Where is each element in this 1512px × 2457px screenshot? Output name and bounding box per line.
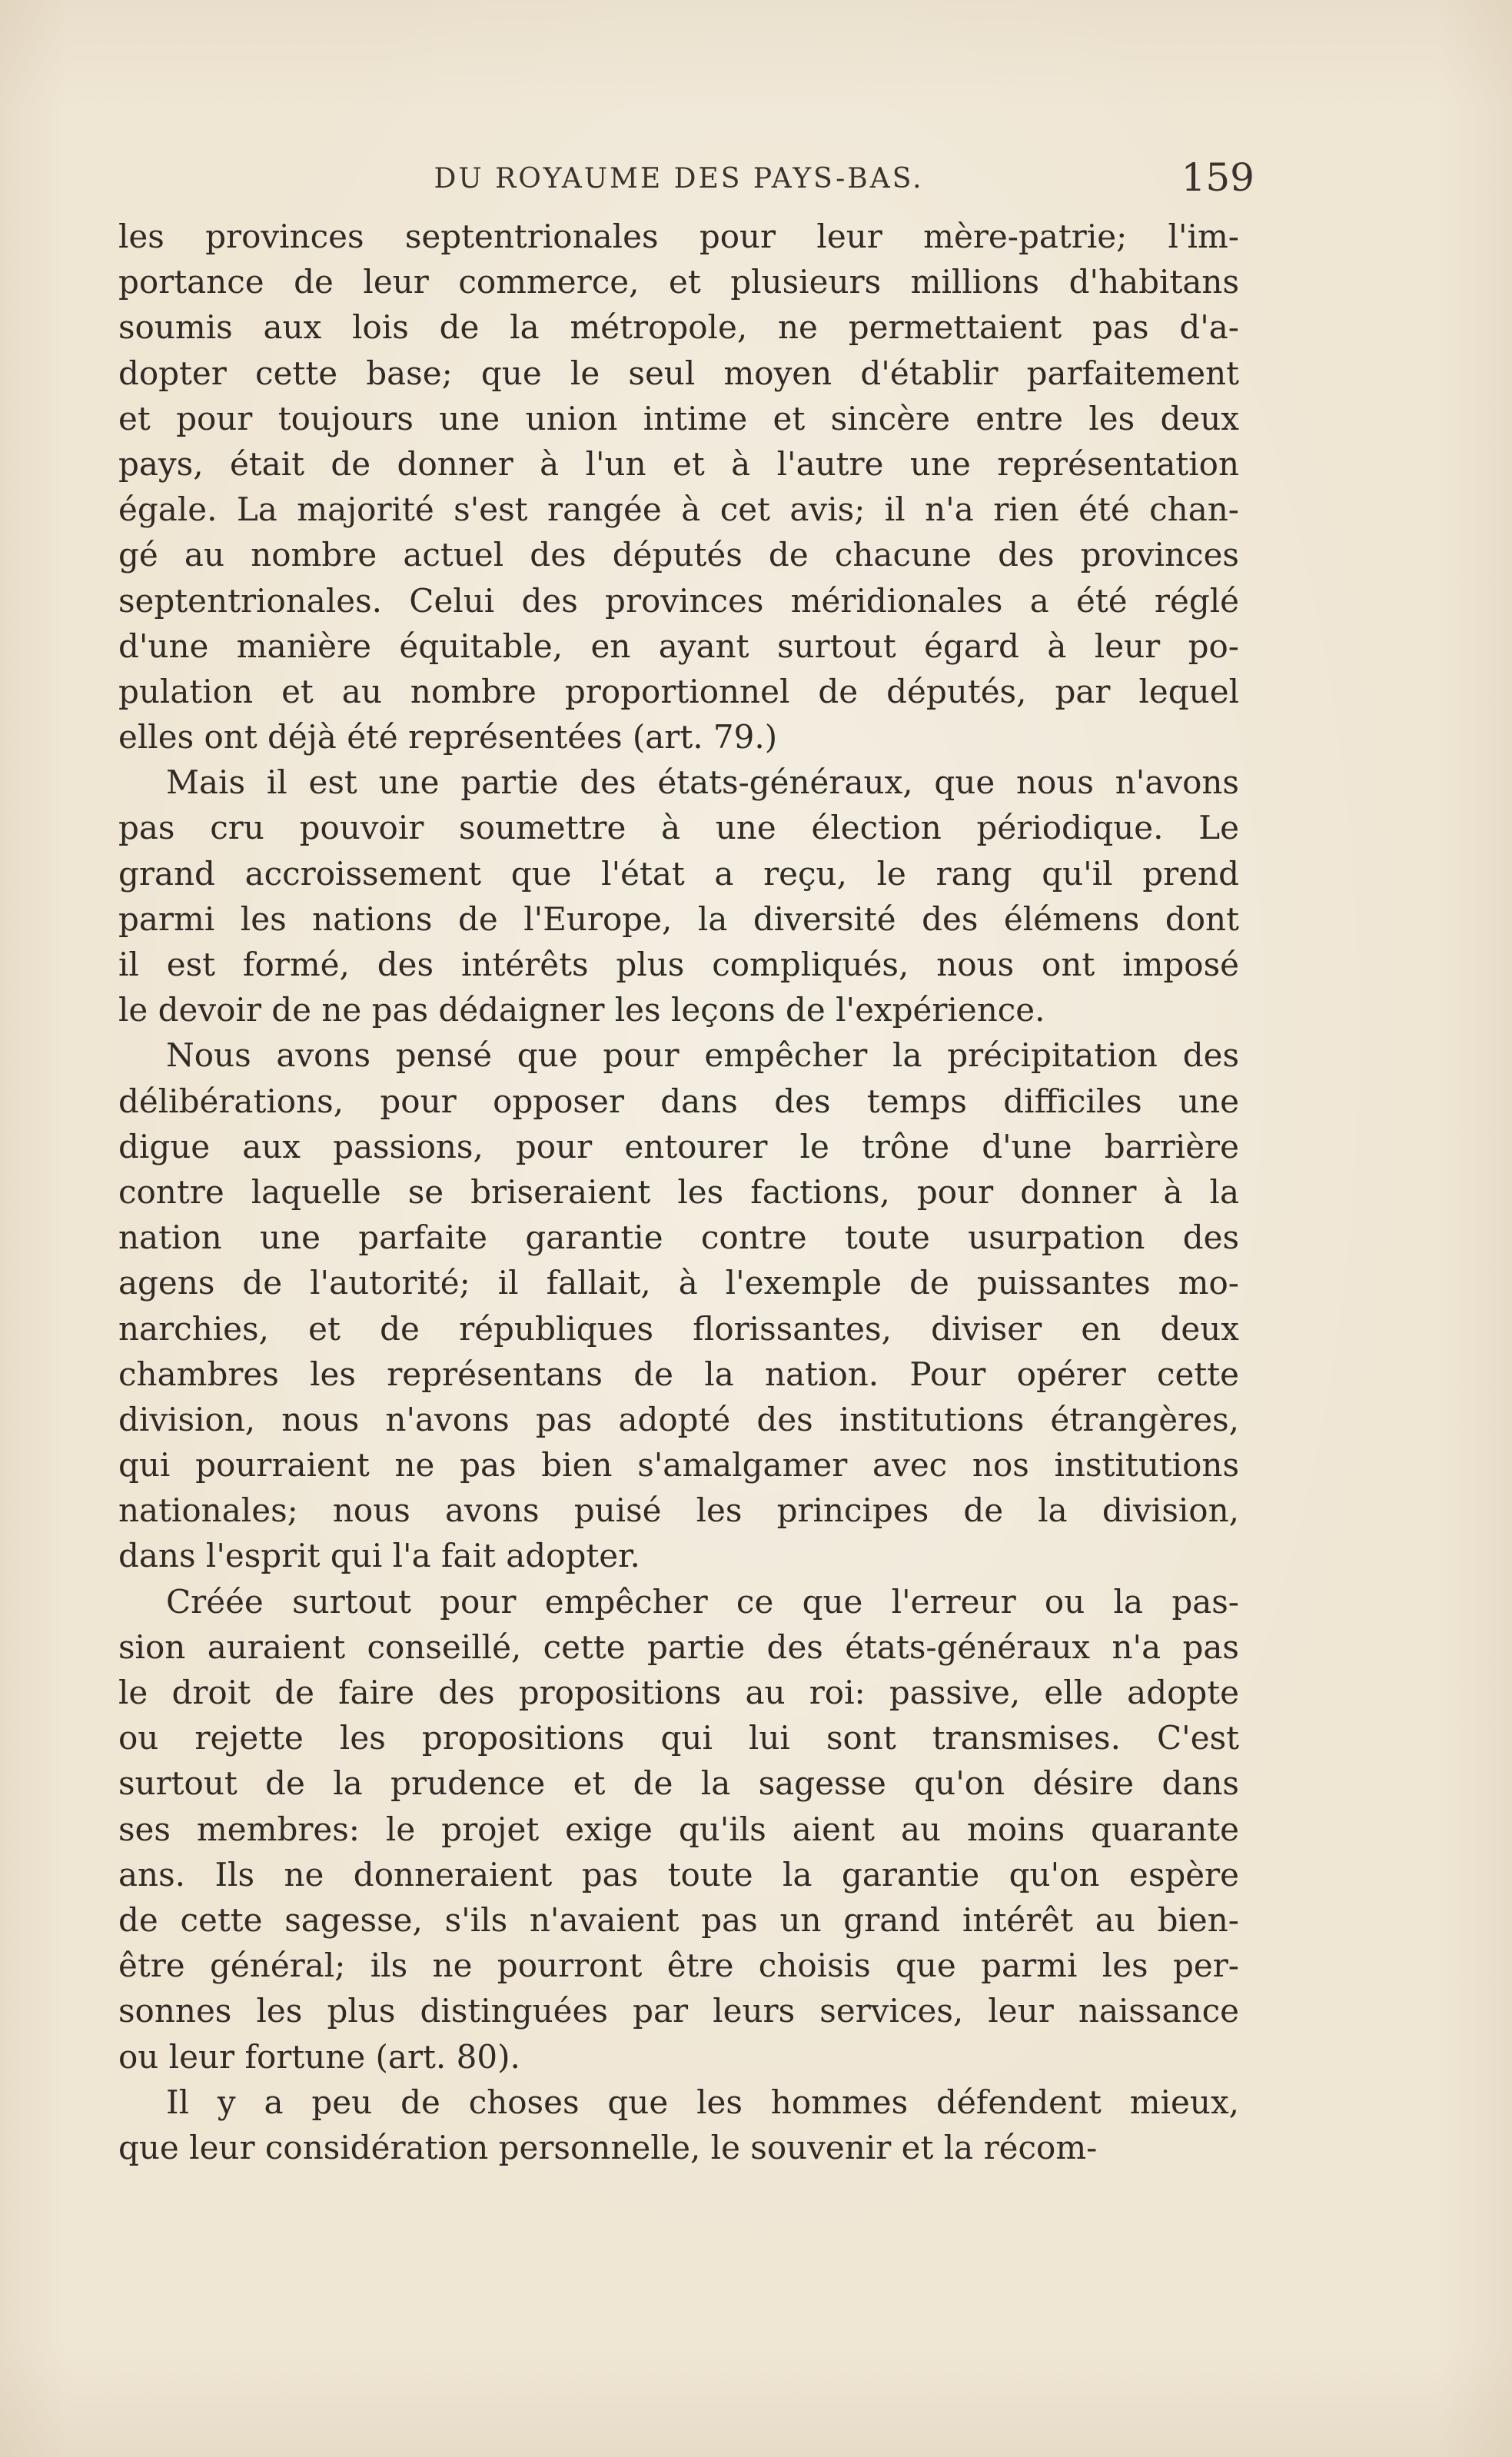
text-line: nation une parfaite garantie contre toute usurpation des [118,1219,1239,1257]
text-line: ou leur fortune (art. 80). [118,2037,520,2076]
text-line: il est formé, des intérêts plus compliqués, nous ont imposé [118,946,1239,983]
text-line: et pour toujours une union intime et sincère entre les deux [118,399,1239,437]
text-line: Nous avons pensé que pour empêcher la précipitation des [166,1036,1239,1075]
text-line: de cette sagesse, s'ils n'avaient pas un grand intérêt au bien- [118,1900,1239,1939]
text-line: ans. Ils ne donneraient pas toute la garantie qu'on espère [118,1855,1239,1893]
text-line: que leur considération personnelle, le souvenir et la récom- [118,2128,1098,2166]
text-line: le droit de faire des propositions au roi: passive, elle adopte [118,1674,1239,1711]
running-title: DU ROYAUME DES PAYS-BAS. [434,163,924,194]
text-line: qui pourraient ne pas bien s'amalgamer avec nos institutions [118,1446,1239,1485]
text-line: pulation et au nombre proportionnel de députés, par lequel [118,672,1239,710]
text-line: dopter cette base; que le seul moyen d'établir parfaitement [118,354,1239,392]
body-text [118,214,1239,2170]
text-line: délibérations, pour opposer dans des temps difficiles une [118,1082,1239,1120]
text-line: surtout de la prudence et de la sagesse qu'on désire dans [118,1764,1239,1803]
text-line: Mais il est une partie des états-généraux, que nous n'avons [166,763,1239,802]
text-line: portance de leur commerce, et plusieurs millions d'habitans [118,263,1239,301]
text-line: ou rejette les propositions qui lui sont transmises. C'est [118,1719,1239,1757]
text-line: le devoir de ne pas dédaigner les leçons de l'expérience. [118,991,1045,1029]
text-line: ses membres: le projet exige qu'ils aient au moins quarante [118,1810,1239,1848]
text-line: narchies, et de républiques florissantes, diviser en deux [118,1309,1239,1348]
text-line: sion auraient conseillé, cette partie des états-généraux n'a pas [118,1627,1239,1666]
text-line: gé au nombre actuel des députés de chacune des provinces [118,536,1239,574]
text-line: Il y a peu de choses que les hommes défendent mieux, [166,2083,1239,2121]
text-line: d'une manière équitable, en ayant surtout égard à leur po- [118,627,1239,665]
text-line: égale. La majorité s'est rangée à cet avis; il n'a rien été chan- [118,490,1239,529]
text-line: pas cru pouvoir soumettre à une élection périodique. Le [118,809,1239,847]
text-line: contre laquelle se briseraient les factions, pour donner à la [118,1172,1239,1211]
text-line: division, nous n'avons pas adopté des institutions étrangères, [118,1400,1239,1438]
text-line: être général; ils ne pourront être choisis que parmi les per- [118,1947,1239,1985]
text-line: parmi les nations de l'Europe, la diversité des élémens dont [118,899,1239,938]
text-line: sonnes les plus distinguées par leurs services, leur naissance [118,1992,1239,2030]
text-line: Créée surtout pour empêcher ce que l'erreur ou la pas- [166,1582,1239,1621]
text-line: soumis aux lois de la métropole, ne permettaient pas d'a- [118,308,1239,347]
page-number: 159 [1181,155,1254,200]
text-line: agens de l'autorité; il fallait, à l'exemple de puissantes mo- [118,1264,1239,1302]
text-line: elles ont déjà été représentées (art. 79.) [118,718,778,756]
text-line: digue aux passions, pour entourer le trône d'une barrière [118,1127,1239,1165]
text-line: pays, était de donner à l'un et à l'autre une représentation [118,444,1239,483]
text-line: dans l'esprit qui l'a fait adopter. [118,1537,640,1575]
running-head [118,155,1254,206]
text-line: nationales; nous avons puisé les principes de la division, [118,1491,1239,1530]
text-line: chambres les représentans de la nation. Pour opérer cette [118,1355,1239,1393]
text-line: grand accroissement que l'état a reçu, le rang qu'il prend [118,854,1239,893]
text-line: les provinces septentrionales pour leur mère-patrie; l'im- [118,218,1239,255]
text-line: septentrionales. Celui des provinces méridionales a été réglé [118,581,1239,620]
